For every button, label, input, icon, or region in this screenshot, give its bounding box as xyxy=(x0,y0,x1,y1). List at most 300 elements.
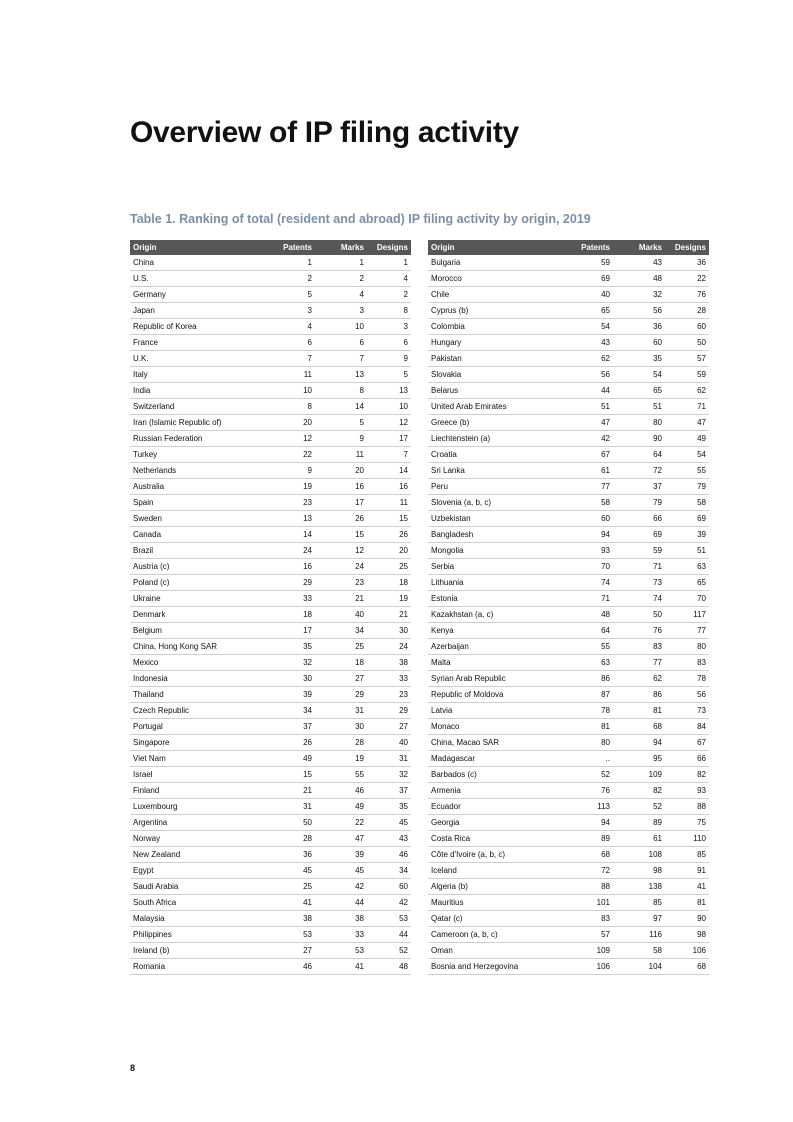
cell-marks: 41 xyxy=(315,959,367,975)
cell-patents: 56 xyxy=(561,367,613,383)
cell-designs: 71 xyxy=(665,399,709,415)
cell-designs: 78 xyxy=(665,671,709,687)
cell-marks: 2 xyxy=(315,271,367,287)
cell-origin: Saudi Arabia xyxy=(130,879,263,895)
cell-designs: 15 xyxy=(367,511,411,527)
cell-origin: Thailand xyxy=(130,687,263,703)
cell-designs: 39 xyxy=(665,527,709,543)
table-row xyxy=(428,495,709,511)
cell-patents: 26 xyxy=(263,735,315,751)
cell-patents: 106 xyxy=(561,959,613,975)
cell-designs: 17 xyxy=(367,431,411,447)
cell-origin: Malta xyxy=(428,655,561,671)
cell-designs: 9 xyxy=(367,351,411,367)
page-title: Overview of IP filing activity xyxy=(130,116,519,149)
table-row xyxy=(428,767,709,783)
cell-marks: 53 xyxy=(315,943,367,959)
cell-origin: Germany xyxy=(130,287,263,303)
cell-patents: 43 xyxy=(561,335,613,351)
cell-marks: 22 xyxy=(315,815,367,831)
cell-patents: 19 xyxy=(263,479,315,495)
table-row xyxy=(428,415,709,431)
cell-patents: 54 xyxy=(561,319,613,335)
table-row xyxy=(428,431,709,447)
table-row xyxy=(428,751,709,767)
cell-marks: 39 xyxy=(315,847,367,863)
table-row xyxy=(130,799,411,815)
cell-designs: 88 xyxy=(665,799,709,815)
table-row xyxy=(428,527,709,543)
table-row xyxy=(428,463,709,479)
table-row xyxy=(428,623,709,639)
cell-patents: 53 xyxy=(263,927,315,943)
cell-designs: 81 xyxy=(665,895,709,911)
cell-origin: Uzbekistan xyxy=(428,511,561,527)
cell-patents: 13 xyxy=(263,511,315,527)
cell-marks: 80 xyxy=(613,415,665,431)
cell-patents: 29 xyxy=(263,575,315,591)
table-row xyxy=(428,479,709,495)
cell-designs: 80 xyxy=(665,639,709,655)
cell-designs: 58 xyxy=(665,495,709,511)
cell-patents: 57 xyxy=(561,927,613,943)
cell-patents: 36 xyxy=(263,847,315,863)
table-row xyxy=(130,431,411,447)
table-caption: Table 1. Ranking of total (resident and abroad) IP filing activity by origin, 2019 xyxy=(130,212,591,226)
cell-marks: 37 xyxy=(613,479,665,495)
cell-patents: 1 xyxy=(263,255,315,271)
cell-marks: 83 xyxy=(613,639,665,655)
cell-designs: 48 xyxy=(367,959,411,975)
cell-designs: 106 xyxy=(665,943,709,959)
table-row xyxy=(130,735,411,751)
cell-marks: 59 xyxy=(613,543,665,559)
cell-marks: 1 xyxy=(315,255,367,271)
table-row xyxy=(428,959,709,975)
cell-patents: 76 xyxy=(561,783,613,799)
table-row xyxy=(130,863,411,879)
cell-designs: 62 xyxy=(665,383,709,399)
table-row xyxy=(130,895,411,911)
cell-designs: 41 xyxy=(665,879,709,895)
table-row xyxy=(428,655,709,671)
cell-origin: Pakistan xyxy=(428,351,561,367)
cell-marks: 40 xyxy=(315,607,367,623)
table-row xyxy=(428,575,709,591)
cell-origin: Spain xyxy=(130,495,263,511)
cell-designs: 73 xyxy=(665,703,709,719)
cell-origin: Canada xyxy=(130,527,263,543)
cell-origin: Iran (Islamic Republic of) xyxy=(130,415,263,431)
cell-marks: 54 xyxy=(613,367,665,383)
cell-origin: Cyprus (b) xyxy=(428,303,561,319)
cell-marks: 35 xyxy=(613,351,665,367)
cell-marks: 64 xyxy=(613,447,665,463)
cell-origin: Estonia xyxy=(428,591,561,607)
table-row xyxy=(428,783,709,799)
cell-designs: 56 xyxy=(665,687,709,703)
cell-origin: Egypt xyxy=(130,863,263,879)
cell-marks: 9 xyxy=(315,431,367,447)
table-row xyxy=(428,511,709,527)
cell-patents: 16 xyxy=(263,559,315,575)
cell-designs: 24 xyxy=(367,639,411,655)
table-row xyxy=(130,303,411,319)
cell-marks: 74 xyxy=(613,591,665,607)
cell-designs: 23 xyxy=(367,687,411,703)
cell-marks: 20 xyxy=(315,463,367,479)
cell-patents: 94 xyxy=(561,527,613,543)
table-row xyxy=(130,655,411,671)
table-row xyxy=(130,959,411,975)
cell-origin: Belarus xyxy=(428,383,561,399)
cell-marks: 12 xyxy=(315,543,367,559)
cell-origin: Algeria (b) xyxy=(428,879,561,895)
table-row xyxy=(130,383,411,399)
cell-patents: 23 xyxy=(263,495,315,511)
cell-origin: Belgium xyxy=(130,623,263,639)
cell-origin: Bulgaria xyxy=(428,255,561,271)
cell-designs: 33 xyxy=(367,671,411,687)
cell-marks: 15 xyxy=(315,527,367,543)
cell-designs: 55 xyxy=(665,463,709,479)
cell-origin: Israel xyxy=(130,767,263,783)
cell-patents: 14 xyxy=(263,527,315,543)
cell-designs: 59 xyxy=(665,367,709,383)
cell-marks: 29 xyxy=(315,687,367,703)
cell-patents: 78 xyxy=(561,703,613,719)
cell-patents: 2 xyxy=(263,271,315,287)
cell-designs: 27 xyxy=(367,719,411,735)
cell-patents: 47 xyxy=(561,415,613,431)
cell-designs: 75 xyxy=(665,815,709,831)
table-row xyxy=(130,287,411,303)
cell-designs: 8 xyxy=(367,303,411,319)
cell-patents: 44 xyxy=(561,383,613,399)
table-row xyxy=(428,271,709,287)
table-body-right xyxy=(428,255,709,975)
cell-marks: 60 xyxy=(613,335,665,351)
cell-designs: 69 xyxy=(665,511,709,527)
table-row xyxy=(130,719,411,735)
table-row xyxy=(428,447,709,463)
table-row xyxy=(428,287,709,303)
cell-patents: 83 xyxy=(561,911,613,927)
table-row xyxy=(130,543,411,559)
table-row xyxy=(428,815,709,831)
page-number: 8 xyxy=(130,1063,136,1073)
cell-designs: 57 xyxy=(665,351,709,367)
table-row xyxy=(428,799,709,815)
cell-patents: 65 xyxy=(561,303,613,319)
table-row xyxy=(428,335,709,351)
table-row xyxy=(130,479,411,495)
table-row xyxy=(130,367,411,383)
cell-designs: 28 xyxy=(665,303,709,319)
table-row xyxy=(130,831,411,847)
table-row xyxy=(130,575,411,591)
cell-origin: Republic of Moldova xyxy=(428,687,561,703)
cell-marks: 46 xyxy=(315,783,367,799)
cell-designs: 25 xyxy=(367,559,411,575)
cell-origin: Japan xyxy=(130,303,263,319)
cell-patents: 74 xyxy=(561,575,613,591)
cell-marks: 16 xyxy=(315,479,367,495)
cell-designs: 30 xyxy=(367,623,411,639)
cell-patents: 15 xyxy=(263,767,315,783)
cell-origin: Syrian Arab Republic xyxy=(428,671,561,687)
cell-origin: Barbados (c) xyxy=(428,767,561,783)
cell-designs: 45 xyxy=(367,815,411,831)
table-row xyxy=(130,415,411,431)
table-row xyxy=(428,639,709,655)
cell-marks: 47 xyxy=(315,831,367,847)
cell-origin: U.S. xyxy=(130,271,263,287)
cell-patents: 41 xyxy=(263,895,315,911)
cell-marks: 6 xyxy=(315,335,367,351)
cell-patents: 60 xyxy=(561,511,613,527)
cell-patents: 37 xyxy=(263,719,315,735)
cell-designs: 13 xyxy=(367,383,411,399)
cell-marks: 49 xyxy=(315,799,367,815)
cell-origin: South Africa xyxy=(130,895,263,911)
cell-patents: 7 xyxy=(263,351,315,367)
table-row xyxy=(130,591,411,607)
cell-patents: 30 xyxy=(263,671,315,687)
cell-marks: 13 xyxy=(315,367,367,383)
cell-origin: Latvia xyxy=(428,703,561,719)
cell-origin: Romania xyxy=(130,959,263,975)
cell-origin: Ecuador xyxy=(428,799,561,815)
cell-origin: Azerbaijan xyxy=(428,639,561,655)
cell-patents: 4 xyxy=(263,319,315,335)
cell-patents: 9 xyxy=(263,463,315,479)
cell-patents: 3 xyxy=(263,303,315,319)
cell-marks: 138 xyxy=(613,879,665,895)
cell-marks: 36 xyxy=(613,319,665,335)
cell-origin: Peru xyxy=(428,479,561,495)
table-row xyxy=(428,863,709,879)
header-marks: Marks xyxy=(613,240,665,255)
cell-origin: Armenia xyxy=(428,783,561,799)
cell-origin: Czech Republic xyxy=(130,703,263,719)
cell-origin: Australia xyxy=(130,479,263,495)
cell-origin: U.K. xyxy=(130,351,263,367)
cell-designs: 83 xyxy=(665,655,709,671)
cell-marks: 24 xyxy=(315,559,367,575)
cell-designs: 5 xyxy=(367,367,411,383)
table-row xyxy=(130,671,411,687)
cell-patents: 40 xyxy=(561,287,613,303)
table-row xyxy=(130,943,411,959)
cell-designs: 11 xyxy=(367,495,411,511)
cell-designs: 51 xyxy=(665,543,709,559)
table-row xyxy=(130,511,411,527)
cell-origin: Luxembourg xyxy=(130,799,263,815)
table-row xyxy=(130,639,411,655)
cell-patents: 52 xyxy=(561,767,613,783)
cell-designs: 110 xyxy=(665,831,709,847)
cell-marks: 51 xyxy=(613,399,665,415)
cell-patents: 63 xyxy=(561,655,613,671)
cell-designs: 2 xyxy=(367,287,411,303)
cell-marks: 62 xyxy=(613,671,665,687)
cell-patents: 31 xyxy=(263,799,315,815)
table-row xyxy=(130,495,411,511)
cell-patents: 70 xyxy=(561,559,613,575)
table-row xyxy=(130,255,411,271)
cell-patents: 64 xyxy=(561,623,613,639)
cell-marks: 81 xyxy=(613,703,665,719)
cell-origin: Bosnia and Herzegovina xyxy=(428,959,561,975)
cell-patents: 72 xyxy=(561,863,613,879)
cell-marks: 72 xyxy=(613,463,665,479)
cell-patents: 12 xyxy=(263,431,315,447)
cell-patents: 51 xyxy=(561,399,613,415)
cell-origin: China, Hong Kong SAR xyxy=(130,639,263,655)
cell-marks: 86 xyxy=(613,687,665,703)
cell-patents: 68 xyxy=(561,847,613,863)
cell-marks: 69 xyxy=(613,527,665,543)
cell-marks: 90 xyxy=(613,431,665,447)
cell-designs: 21 xyxy=(367,607,411,623)
cell-designs: 6 xyxy=(367,335,411,351)
cell-marks: 43 xyxy=(613,255,665,271)
header-origin: Origin xyxy=(428,240,561,255)
cell-marks: 23 xyxy=(315,575,367,591)
cell-patents: 10 xyxy=(263,383,315,399)
table-row xyxy=(428,687,709,703)
cell-designs: 60 xyxy=(665,319,709,335)
cell-marks: 85 xyxy=(613,895,665,911)
cell-patents: 35 xyxy=(263,639,315,655)
cell-designs: 42 xyxy=(367,895,411,911)
cell-marks: 65 xyxy=(613,383,665,399)
table-row xyxy=(130,751,411,767)
cell-origin: Switzerland xyxy=(130,399,263,415)
table-row xyxy=(130,463,411,479)
table-row xyxy=(130,927,411,943)
cell-marks: 45 xyxy=(315,863,367,879)
cell-marks: 56 xyxy=(613,303,665,319)
cell-origin: Monaco xyxy=(428,719,561,735)
cell-patents: 39 xyxy=(263,687,315,703)
cell-origin: Philippines xyxy=(130,927,263,943)
table-row xyxy=(130,847,411,863)
cell-marks: 66 xyxy=(613,511,665,527)
cell-patents: 93 xyxy=(561,543,613,559)
cell-origin: Finland xyxy=(130,783,263,799)
table-row xyxy=(428,879,709,895)
cell-marks: 18 xyxy=(315,655,367,671)
cell-marks: 32 xyxy=(613,287,665,303)
cell-marks: 5 xyxy=(315,415,367,431)
header-designs: Designs xyxy=(665,240,709,255)
cell-patents: 50 xyxy=(263,815,315,831)
cell-patents: 18 xyxy=(263,607,315,623)
cell-marks: 95 xyxy=(613,751,665,767)
table-row xyxy=(428,399,709,415)
table-row xyxy=(130,911,411,927)
cell-designs: 66 xyxy=(665,751,709,767)
cell-designs: 22 xyxy=(665,271,709,287)
cell-designs: 49 xyxy=(665,431,709,447)
cell-designs: 4 xyxy=(367,271,411,287)
cell-patents: 28 xyxy=(263,831,315,847)
cell-designs: 54 xyxy=(665,447,709,463)
cell-designs: 36 xyxy=(665,255,709,271)
cell-marks: 30 xyxy=(315,719,367,735)
cell-origin: India xyxy=(130,383,263,399)
cell-designs: 65 xyxy=(665,575,709,591)
cell-designs: 37 xyxy=(367,783,411,799)
cell-origin: Portugal xyxy=(130,719,263,735)
cell-marks: 89 xyxy=(613,815,665,831)
cell-marks: 98 xyxy=(613,863,665,879)
cell-designs: 26 xyxy=(367,527,411,543)
table-row xyxy=(130,879,411,895)
cell-origin: Hungary xyxy=(428,335,561,351)
cell-patents: 59 xyxy=(561,255,613,271)
cell-origin: Denmark xyxy=(130,607,263,623)
cell-marks: 21 xyxy=(315,591,367,607)
cell-designs: 35 xyxy=(367,799,411,815)
cell-marks: 97 xyxy=(613,911,665,927)
cell-origin: France xyxy=(130,335,263,351)
cell-designs: 7 xyxy=(367,447,411,463)
cell-patents: 20 xyxy=(263,415,315,431)
table-row xyxy=(428,719,709,735)
cell-origin: Brazil xyxy=(130,543,263,559)
cell-marks: 27 xyxy=(315,671,367,687)
cell-marks: 73 xyxy=(613,575,665,591)
cell-marks: 25 xyxy=(315,639,367,655)
cell-marks: 104 xyxy=(613,959,665,975)
cell-origin: Mexico xyxy=(130,655,263,671)
header-origin: Origin xyxy=(130,240,263,255)
cell-origin: Malaysia xyxy=(130,911,263,927)
cell-origin: Georgia xyxy=(428,815,561,831)
table-row xyxy=(428,367,709,383)
table-row xyxy=(428,607,709,623)
cell-origin: Chile xyxy=(428,287,561,303)
cell-designs: 91 xyxy=(665,863,709,879)
cell-marks: 19 xyxy=(315,751,367,767)
cell-patents: 89 xyxy=(561,831,613,847)
cell-marks: 55 xyxy=(315,767,367,783)
cell-designs: 60 xyxy=(367,879,411,895)
cell-patents: 34 xyxy=(263,703,315,719)
cell-patents: 94 xyxy=(561,815,613,831)
cell-patents: .. xyxy=(561,751,613,767)
cell-designs: 29 xyxy=(367,703,411,719)
cell-marks: 76 xyxy=(613,623,665,639)
cell-marks: 33 xyxy=(315,927,367,943)
cell-patents: 71 xyxy=(561,591,613,607)
table-row xyxy=(428,543,709,559)
cell-designs: 34 xyxy=(367,863,411,879)
cell-patents: 32 xyxy=(263,655,315,671)
cell-patents: 49 xyxy=(263,751,315,767)
cell-designs: 14 xyxy=(367,463,411,479)
cell-patents: 86 xyxy=(561,671,613,687)
table-row xyxy=(428,671,709,687)
cell-patents: 61 xyxy=(561,463,613,479)
table-row xyxy=(428,735,709,751)
cell-patents: 113 xyxy=(561,799,613,815)
cell-designs: 40 xyxy=(367,735,411,751)
header-marks: Marks xyxy=(315,240,367,255)
